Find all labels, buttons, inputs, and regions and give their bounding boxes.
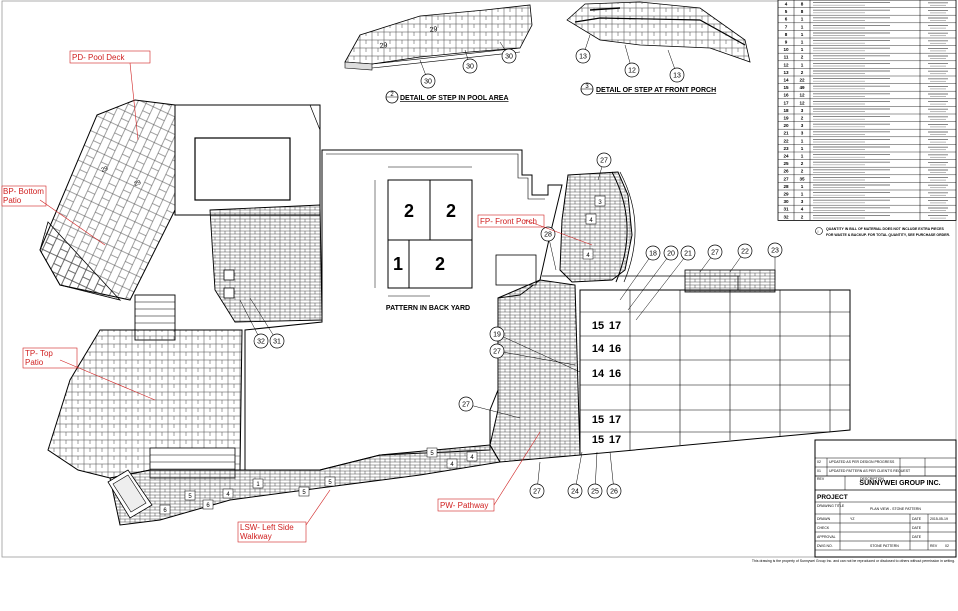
walkway-stone-number: 4	[450, 462, 454, 468]
svg-text:UPDATED PATTERN AS PER CLIENT': UPDATED PATTERN AS PER CLIENT'S REQUEST	[829, 469, 911, 473]
callout-c24	[568, 452, 582, 498]
bom-quantity: 8	[800, 9, 804, 15]
callout-number: 25	[591, 488, 599, 496]
bom-quantity: 12	[799, 100, 805, 106]
grid-stone-number: 15	[591, 414, 605, 426]
bom-quantity: 1	[800, 153, 804, 159]
svg-text:REV: REV	[930, 544, 938, 548]
bom-quantity: 1	[800, 24, 804, 30]
bom-quantity: 1	[800, 183, 804, 189]
bom-quantity: 3	[800, 130, 804, 136]
bom-quantity: 4	[800, 206, 804, 212]
svg-text:29: 29	[100, 165, 109, 174]
bom-quantity: 12	[799, 92, 805, 98]
callout-number: 22	[741, 248, 749, 256]
bom-item-number: 15	[783, 85, 789, 91]
svg-text:4: 4	[586, 253, 590, 259]
svg-text:APPROVAL: APPROVAL	[817, 535, 836, 539]
callout-number: 13	[579, 53, 587, 61]
title-block	[752, 440, 956, 563]
svg-text:2: 2	[390, 92, 394, 98]
walkway-stone-number: 1	[256, 482, 260, 488]
grid-stone-number: 16	[608, 343, 622, 355]
walkway-stone-number: 6	[163, 508, 167, 514]
walkway-stone-number: 5	[188, 494, 192, 500]
svg-text:TP- Top: TP- Top	[25, 349, 53, 358]
bom-quantity: 1	[800, 31, 804, 37]
bom-quantity: 8	[800, 1, 804, 7]
callout-number: 20	[667, 250, 675, 258]
callout-number: 26	[610, 488, 618, 496]
svg-text:DATE: DATE	[912, 517, 922, 521]
pattern-cell: 1	[392, 254, 404, 274]
bom-item-number: 30	[783, 199, 789, 205]
bom-item-number: 9	[784, 39, 788, 45]
porch-step-detail	[567, 2, 750, 62]
callout-number: 30	[424, 78, 432, 86]
callout-d30a	[420, 60, 435, 88]
callout-number: 27	[600, 157, 608, 165]
bom-quantity: 1	[800, 145, 804, 151]
callout-number: 30	[505, 53, 513, 61]
svg-text:3: 3	[585, 84, 589, 90]
bom-item-number: 29	[783, 191, 789, 197]
bom-item-number: 12	[783, 62, 789, 68]
svg-text:UPDATED AS PER DESIGN PROGRESS: UPDATED AS PER DESIGN PROGRESS	[829, 460, 895, 464]
callout-number: 19	[493, 331, 501, 339]
bom-item-number: 14	[783, 77, 789, 83]
bom-item-number: 6	[784, 16, 788, 22]
bill-of-material-table	[778, 0, 956, 220]
svg-text:Patio: Patio	[25, 358, 44, 367]
walkway-stone-number: 5	[302, 490, 306, 496]
callout-number: 32	[257, 338, 265, 346]
bom-quantity: 1	[800, 191, 804, 197]
callout-d13b	[668, 50, 684, 82]
callout-c22	[730, 244, 752, 272]
bom-item-number: 23	[783, 145, 789, 151]
grid-stone-number: 14	[591, 368, 605, 380]
svg-text:FOR WASTE & BACKUP. FOR TOTAL: FOR WASTE & BACKUP. FOR TOTAL QUANTITY, SEE PURCHASE ORDER.	[826, 233, 951, 237]
callout-d13a	[576, 35, 590, 63]
svg-text:PD- Pool Deck: PD- Pool Deck	[72, 53, 125, 62]
bom-item-number: 21	[783, 130, 789, 136]
svg-text:PLAN VIEW - STONE PATTERN: PLAN VIEW - STONE PATTERN	[870, 507, 921, 511]
pool	[175, 105, 320, 215]
driveway	[580, 270, 850, 455]
bom-item-number: 13	[783, 69, 789, 75]
svg-text:3: 3	[598, 200, 602, 206]
porch-step-title	[581, 83, 716, 95]
bom-item-number: 7	[784, 24, 788, 30]
bom-quantity: 3	[800, 123, 804, 129]
callout-number: 24	[571, 488, 579, 496]
callout-c25	[588, 452, 602, 498]
callout-d12	[625, 45, 639, 77]
svg-text:DWG NO.: DWG NO.	[817, 544, 833, 548]
callout-number: 27	[711, 249, 719, 257]
svg-text:DETAIL OF STEP AT FRONT PORCH: DETAIL OF STEP AT FRONT PORCH	[596, 87, 717, 94]
pattern-cell: 2	[434, 254, 446, 274]
bom-item-number: 22	[783, 138, 789, 144]
bom-quantity: 49	[799, 85, 805, 91]
bom-quantity: 22	[799, 77, 805, 83]
bom-quantity: 1	[800, 39, 804, 45]
svg-text:QUANTITY IN BILL OF MATERIAL D: QUANTITY IN BILL OF MATERIAL DOES NOT INCLUDE EXTRA PIECES	[826, 227, 944, 231]
walkway-stone-number: 5	[430, 451, 434, 457]
left-walkway-label	[238, 490, 330, 542]
bom-item-number: 5	[784, 9, 788, 15]
callout-number: 31	[273, 338, 281, 346]
bom-item-number: 4	[784, 1, 788, 7]
svg-text:29: 29	[133, 179, 142, 188]
pattern-title: PATTERN IN BACK YARD	[385, 305, 471, 312]
bom-item-number: 11	[783, 54, 789, 60]
bom-item-number: 18	[783, 107, 789, 113]
bom-item-number: 27	[783, 176, 789, 182]
bom-quantity: 1	[800, 47, 804, 53]
pattern-cell: 2	[403, 201, 415, 221]
grid-stone-number: 14	[591, 343, 605, 355]
svg-text:REV: REV	[817, 477, 825, 481]
bom-item-number: 28	[783, 183, 789, 189]
svg-text:02: 02	[817, 460, 821, 464]
callout-number: 27	[462, 401, 470, 409]
company-name: SUNNYWEI GROUP INC.	[859, 480, 941, 487]
callout-number: 28	[544, 231, 552, 239]
svg-text:4: 4	[589, 218, 593, 224]
callout-number: 23	[771, 247, 779, 255]
step-number-29: 29	[379, 41, 388, 50]
walkway-stone-number: 6	[206, 503, 210, 509]
bom-quantity: 2	[800, 115, 804, 121]
pool-step-title	[386, 91, 509, 103]
bom-item-number: 17	[783, 100, 789, 106]
callout-number: 13	[673, 72, 681, 80]
disclaimer: This drawing is the property of Sunnywei Group Inc. and can not be reproduced or disclosed to others without permission in writing.	[751, 559, 955, 563]
grid-stone-number: 15	[591, 320, 605, 332]
bom-quantity: 3	[800, 199, 804, 205]
bom-item-number: 8	[784, 31, 788, 37]
bom-quantity: 35	[799, 176, 805, 182]
svg-text:01: 01	[817, 469, 821, 473]
bom-item-number: 26	[783, 168, 789, 174]
svg-text:PROJECT: PROJECT	[817, 494, 848, 501]
callout-number: 12	[628, 67, 636, 75]
bom-quantity: 1	[800, 16, 804, 22]
pool-side-paving	[210, 205, 322, 322]
svg-text:YZ: YZ	[850, 517, 855, 521]
callout-c27e	[530, 462, 544, 498]
bom-item-number: 10	[783, 47, 789, 53]
callout-number: 27	[533, 488, 541, 496]
step-number-29: 29	[429, 25, 438, 34]
pathway	[490, 280, 580, 462]
pool-deck-area	[40, 100, 180, 300]
svg-text:BP- Bottom: BP- Bottom	[3, 187, 44, 196]
svg-text:DRAWN: DRAWN	[817, 517, 831, 521]
grid-stone-number: 16	[608, 368, 622, 380]
svg-text:DESCRIPTION: DESCRIPTION	[860, 477, 884, 481]
bom-item-number: 32	[783, 214, 789, 220]
svg-text:FP- Front Porch: FP- Front Porch	[480, 217, 537, 226]
bom-item-number: 24	[783, 153, 789, 159]
grid-stone-number: 17	[608, 414, 622, 426]
callout-c27b	[700, 245, 722, 272]
svg-text:DATE: DATE	[912, 535, 922, 539]
front-porch	[542, 172, 740, 282]
bom-note	[816, 227, 951, 237]
svg-text:LSW- Left Side: LSW- Left Side	[240, 523, 294, 532]
pattern-cell: 2	[445, 201, 457, 221]
callout-number: 30	[466, 63, 474, 71]
callout-number: 18	[649, 250, 657, 258]
bom-quantity: 2	[800, 214, 804, 220]
svg-text:Walkway: Walkway	[240, 532, 272, 541]
svg-text:STONE PATTERN: STONE PATTERN	[870, 544, 899, 548]
svg-text:PW- Pathway: PW- Pathway	[440, 501, 489, 510]
bom-quantity: 2	[800, 69, 804, 75]
callout-number: 21	[684, 250, 692, 258]
bom-quantity: 2	[800, 54, 804, 60]
bom-quantity: 1	[800, 138, 804, 144]
walkway-stone-number: 4	[470, 455, 474, 461]
grid-stone-number: 17	[608, 320, 622, 332]
grid-stone-number: 15	[591, 434, 605, 446]
walkway-stone-number: 4	[226, 492, 230, 498]
bom-quantity: 2	[800, 168, 804, 174]
svg-text:DETAIL OF STEP IN POOL AREA: DETAIL OF STEP IN POOL AREA	[400, 95, 509, 102]
svg-text:Patio: Patio	[3, 196, 22, 205]
bom-item-number: 16	[783, 92, 789, 98]
bom-item-number: 20	[783, 123, 789, 129]
bom-item-number: 19	[783, 115, 789, 121]
bom-item-number: 31	[783, 206, 789, 212]
svg-text:2015-05-19: 2015-05-19	[930, 517, 948, 521]
walkway-stone-number: 5	[328, 480, 332, 486]
svg-text:DATE: DATE	[912, 526, 922, 530]
svg-text:DRAWING TITLE: DRAWING TITLE	[817, 504, 845, 508]
callout-number: 27	[493, 348, 501, 356]
grid-stone-number: 17	[608, 434, 622, 446]
svg-text:CHECK: CHECK	[817, 526, 830, 530]
bom-quantity: 3	[800, 107, 804, 113]
callout-c26	[607, 452, 621, 498]
bom-quantity: 2	[800, 161, 804, 167]
svg-text:!: !	[817, 230, 819, 234]
bom-quantity: 1	[800, 62, 804, 68]
svg-text:02: 02	[945, 544, 949, 548]
bom-item-number: 25	[783, 161, 789, 167]
